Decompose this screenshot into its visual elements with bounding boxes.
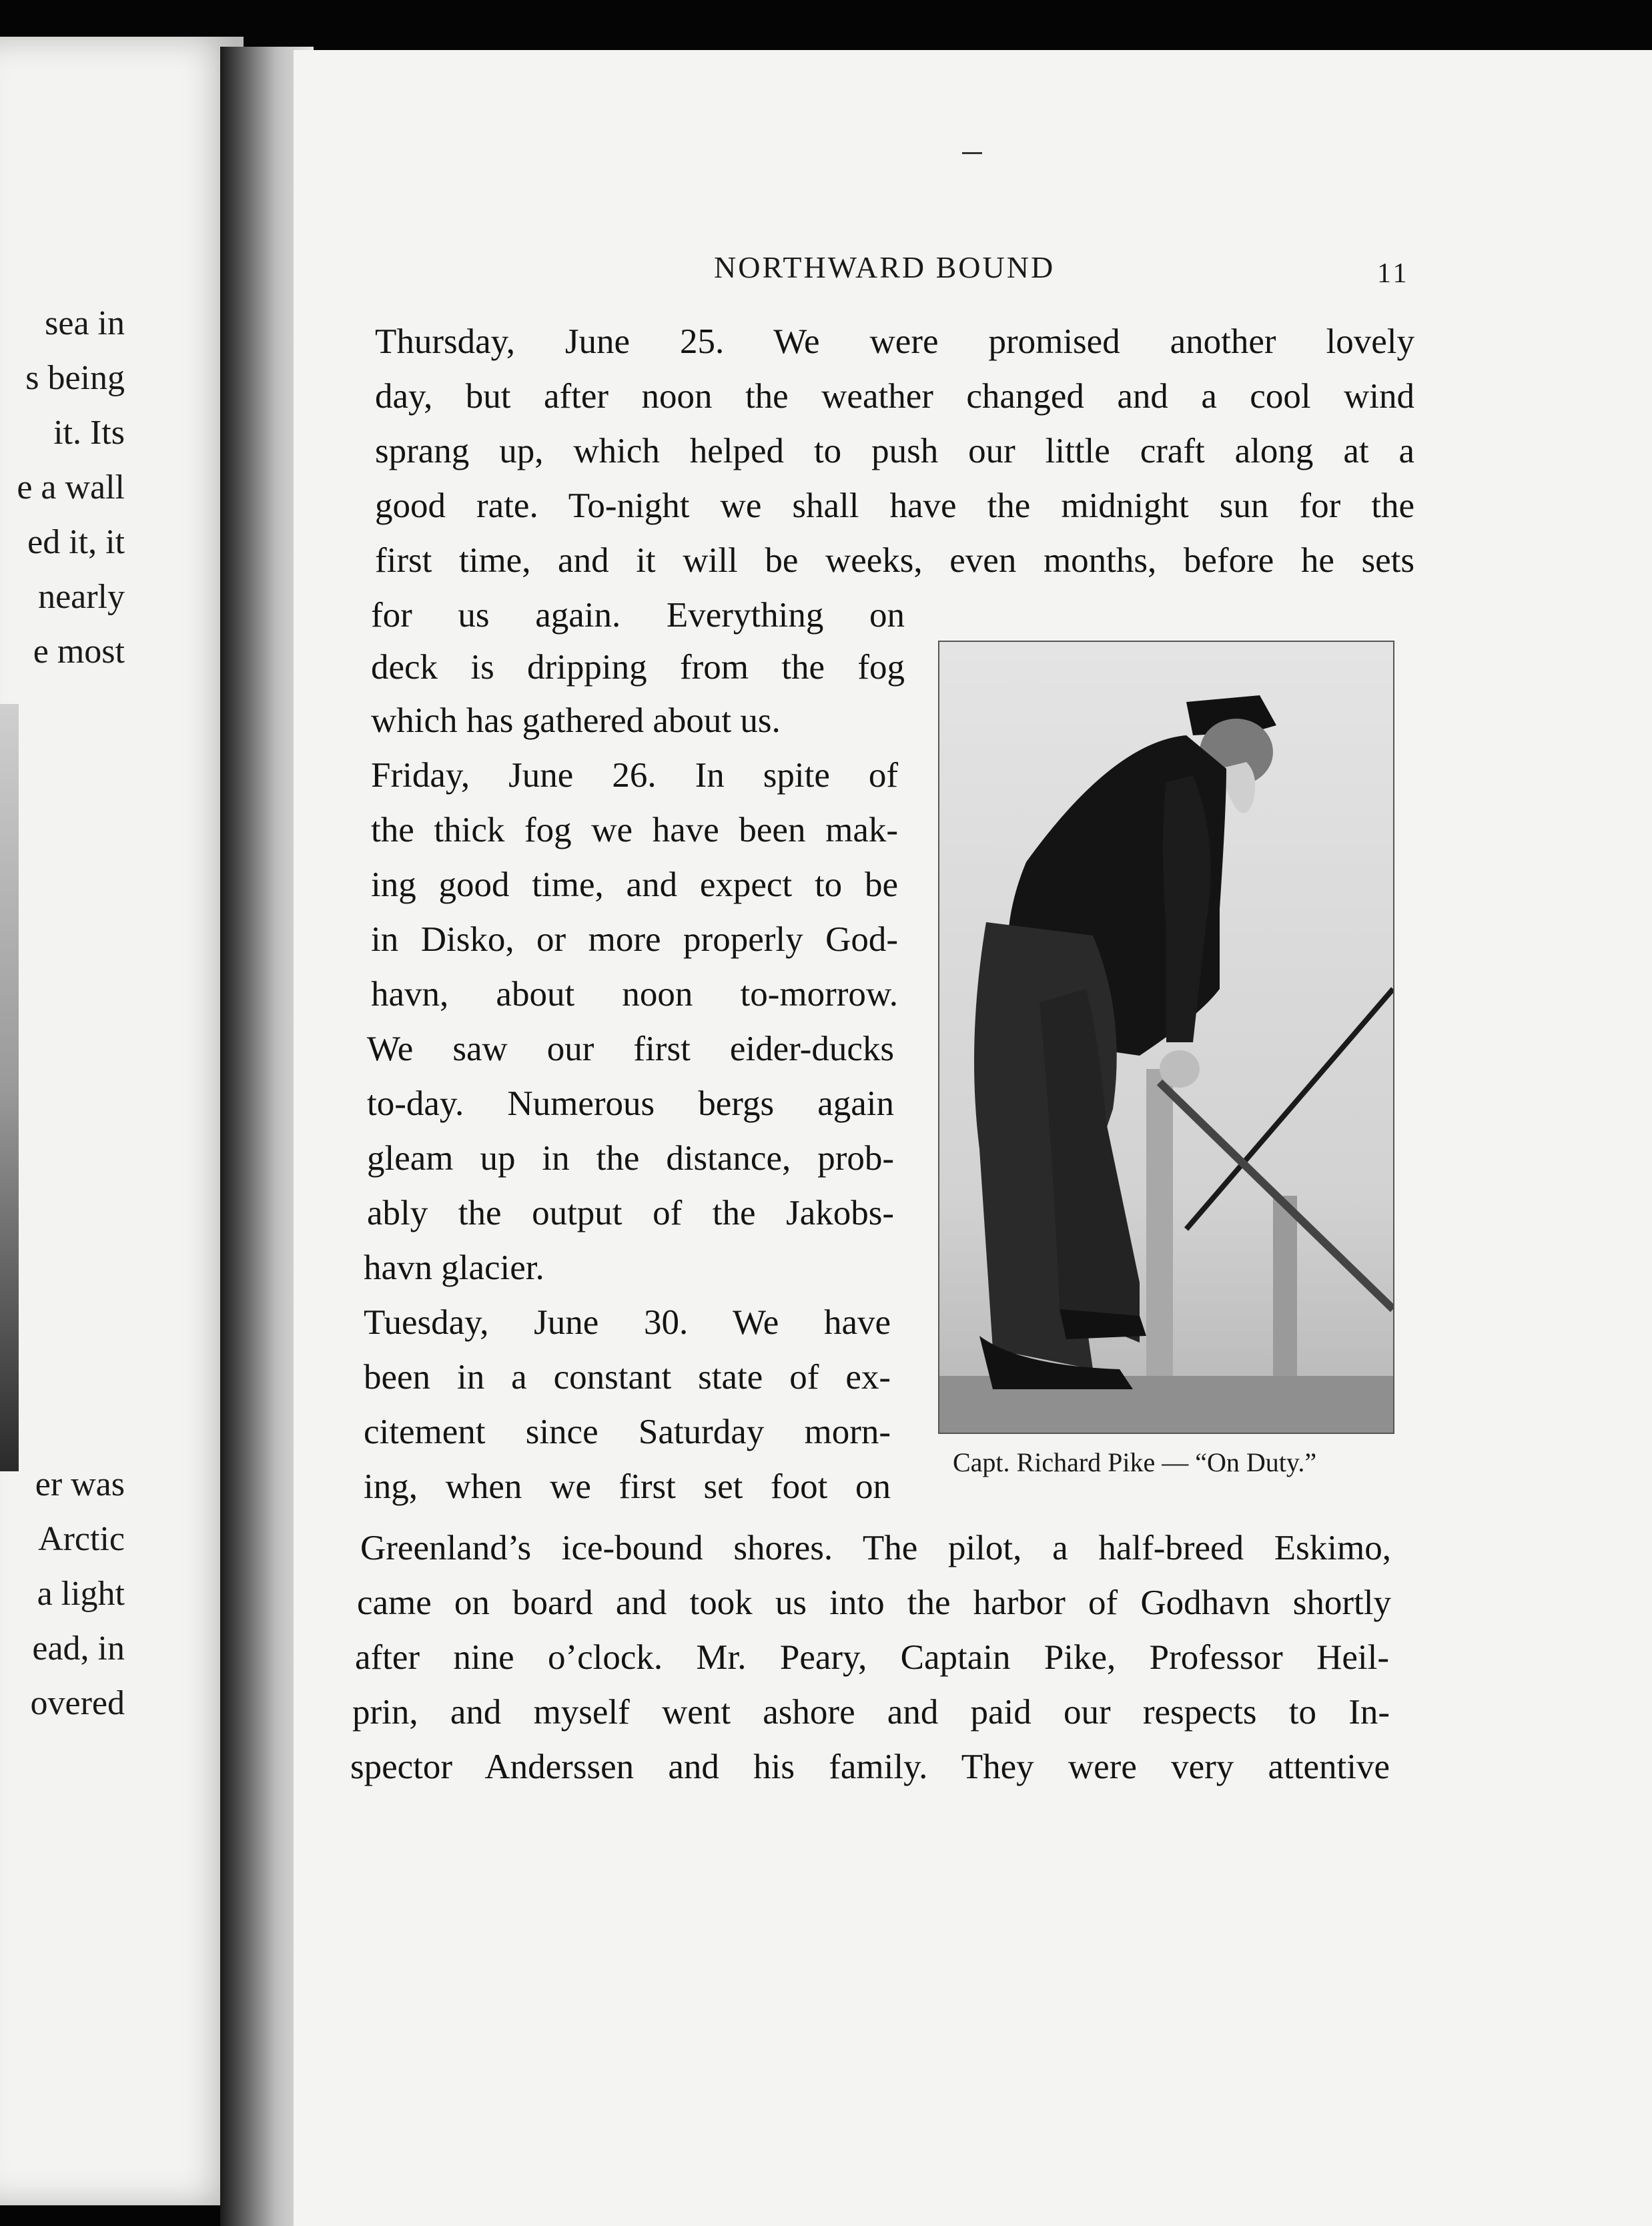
- body-line: for us again. Everything on: [371, 596, 905, 635]
- body-line: Thursday, June 25. We were promised another lovely: [375, 322, 1414, 361]
- left-page-line: ed it, it: [27, 523, 125, 561]
- left-page-photo-edge: [0, 704, 19, 1471]
- body-line: first time, and it will be weeks, even months, before he sets: [375, 541, 1414, 580]
- left-page-line: er was: [35, 1465, 125, 1503]
- figure-caption: Capt. Richard Pike — “On Duty.”: [953, 1447, 1317, 1477]
- body-line: deck is dripping from the fog: [371, 648, 905, 687]
- body-line: spector Anderssen and his family. They were very attentive: [350, 1748, 1390, 1786]
- header-dash: [962, 152, 982, 154]
- body-line: havn glacier.: [364, 1248, 544, 1287]
- body-line: sprang up, which helped to push our little craft along at a: [375, 432, 1414, 470]
- body-line: came on board and took us into the harbor of Godhavn shortly: [357, 1583, 1391, 1622]
- left-page-line: overed: [30, 1684, 125, 1722]
- running-head: NORTHWARD BOUND: [714, 250, 1056, 284]
- left-page-line: Arctic: [38, 1520, 125, 1558]
- body-line: gleam up in the distance, prob-: [367, 1139, 894, 1178]
- left-page: [0, 37, 244, 2205]
- body-line: havn, about noon to-morrow.: [371, 975, 898, 1014]
- captain-photograph: [938, 641, 1394, 1434]
- left-page-line: s being: [25, 359, 125, 397]
- body-line: We saw our first eider-ducks: [367, 1030, 894, 1068]
- left-page-line: e most: [33, 633, 125, 671]
- body-line: ing, when we first set foot on: [364, 1467, 891, 1506]
- body-line: good rate. To-night we shall have the midnight sun for the: [375, 486, 1414, 525]
- body-line: Friday, June 26. In spite of: [371, 756, 898, 795]
- left-page-line: a light: [37, 1575, 125, 1613]
- left-page-line: it. Its: [53, 414, 125, 452]
- body-line: in Disko, or more properly God-: [371, 920, 898, 959]
- body-line: after nine o’clock. Mr. Peary, Captain Pike, Professor Heil-: [355, 1638, 1389, 1677]
- left-page-line: nearly: [38, 578, 125, 616]
- page-number: 11: [1377, 258, 1410, 289]
- left-page-line: sea in: [45, 304, 125, 342]
- body-line: Tuesday, June 30. We have: [364, 1303, 891, 1342]
- left-page-line: ead, in: [32, 1629, 125, 1667]
- body-line: the thick fog we have been mak-: [371, 811, 898, 849]
- body-line: citement since Saturday morn-: [364, 1413, 891, 1451]
- left-page-line: e a wall: [17, 468, 125, 506]
- body-line: which has gathered about us.: [371, 701, 781, 740]
- body-line: day, but after noon the weather changed and a cool wind: [375, 377, 1414, 416]
- body-line: prin, and myself went ashore and paid our respects to In-: [352, 1693, 1390, 1732]
- body-line: ably the output of the Jakobs-: [367, 1194, 894, 1232]
- body-line: ing good time, and expect to be: [371, 865, 898, 904]
- body-line: Greenland’s ice-bound shores. The pilot, a half-breed Eskimo,: [360, 1529, 1391, 1567]
- captain-figure-illustration: [939, 642, 1393, 1433]
- body-line: to-day. Numerous bergs again: [367, 1084, 894, 1123]
- body-line: been in a constant state of ex-: [364, 1358, 891, 1397]
